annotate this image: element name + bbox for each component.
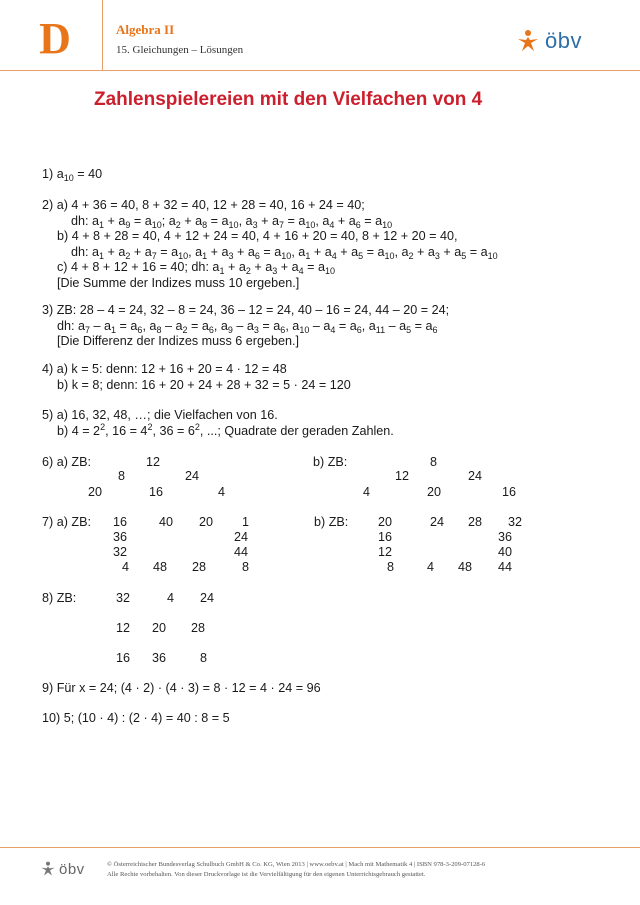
number-cell: 8 (242, 560, 250, 574)
number-cell: 1 (242, 515, 250, 529)
number-cell: 8 (387, 560, 395, 574)
answer-1: 1) $a_{10} = 40$ (42, 167, 103, 183)
answer-3-dh: dh: $a_7 - a_1 = a_6$, $a_8 - a_2 = a_6$, $a_9 - a_3 = a_6$, $a_{10} - a_4 = a_6$, $a_{11} - a_5 = a_6$ (57, 319, 438, 335)
number-cell: 20 (378, 515, 393, 529)
number-cell: 12 (146, 455, 161, 469)
answer-6a-label: 6) a) ZB: (42, 455, 91, 469)
book-title: Algebra II (116, 22, 175, 37)
number-cell: 8 (430, 455, 438, 469)
number-cell: 24 (185, 469, 200, 483)
footer-divider (0, 847, 640, 848)
number-cell: 4 (218, 485, 226, 499)
answer-2b: b) 4 + 8 + 28 = 40, 4 + 12 + 24 = 40, 4 + 16 + 20 = 40, 8 + 12 + 20 = 40, (57, 229, 458, 243)
header-divider-horizontal (0, 70, 640, 71)
number-cell: 48 (153, 560, 168, 574)
star-figure-icon (40, 861, 56, 877)
number-cell: 16 (113, 515, 128, 529)
number-cell: 48 (458, 560, 473, 574)
number-cell: 16 (378, 530, 393, 544)
number-cell: 36 (498, 530, 513, 544)
number-cell: 12 (395, 469, 410, 483)
number-cell: 4 (122, 560, 130, 574)
number-cell: 36 (113, 530, 128, 544)
number-cell: 4 (427, 560, 435, 574)
number-cell: 32 (113, 545, 128, 559)
number-cell: 24 (430, 515, 445, 529)
answer-2c: c) 4 + 8 + 12 + 16 = 40; dh: $a_1 + a_2 + a_3 + a_4 = a_{10}$ (57, 260, 335, 276)
number-cell: 8 (118, 469, 126, 483)
number-cell: 16 (116, 651, 131, 665)
header-divider-vertical (102, 0, 103, 70)
number-cell: 12 (378, 545, 393, 559)
number-cell: 4 (167, 591, 175, 605)
number-cell: 8 (200, 651, 208, 665)
number-cell: 44 (234, 545, 249, 559)
answer-5b: b) $4 = 2^2$, $16 = 4^2$, $36 = 6^2$, ...; Quadrate der geraden Zahlen. (57, 422, 394, 438)
answer-5a: 5) a) 16, 32, 48, …; die Vielfachen von 16. (42, 408, 278, 422)
answer-2b-dh: dh: $a_1 + a_2 + a_7 = a_{10}$, $a_1 + a_3 + a_6 = a_{10}$, $a_1 + a_4 + a_5 = a_{10}$, $a_2 + a_3 + a_5 = a_{10}$ (71, 245, 498, 261)
number-cell: 44 (498, 560, 513, 574)
number-cell: 28 (191, 621, 206, 635)
answer-3: 3) ZB: 28 – 4 = 24, 32 – 8 = 24, 36 – 12 = 24, 40 – 16 = 24, 44 – 20 = 24; (42, 303, 450, 317)
number-cell: 4 (363, 485, 371, 499)
number-cell: 16 (149, 485, 164, 499)
answer-7b-label: b) ZB: (314, 515, 349, 529)
answer-7a-label: 7) a) ZB: (42, 515, 91, 529)
number-cell: 20 (427, 485, 442, 499)
number-cell: 24 (468, 469, 483, 483)
answer-10: 10) 5; (10 · 4) : (2 · 4) = 40 : 8 = 5 (42, 711, 230, 725)
footer-publisher-logo (40, 860, 85, 878)
number-cell: 24 (200, 591, 215, 605)
answer-4a: 4) a) k = 5: denn: 12 + 16 + 20 = 4 · 12 = 48 (42, 362, 287, 376)
number-cell: 24 (234, 530, 249, 544)
star-figure-icon (516, 29, 540, 53)
number-cell: 40 (498, 545, 513, 559)
number-cell: 12 (116, 621, 131, 635)
number-cell: 28 (468, 515, 483, 529)
section-letter: D (39, 14, 71, 63)
number-cell: 20 (88, 485, 103, 499)
chapter-title: 15. Gleichungen – Lösungen (116, 44, 244, 56)
number-cell: 40 (159, 515, 174, 529)
footer-logo-text: öbv (59, 860, 85, 878)
answer-6b-label: b) ZB: (313, 455, 348, 469)
answer-9: 9) Für x = 24; (4 · 2) · (4 · 3) = 8 · 12 = 4 · 24 = 96 (42, 681, 321, 695)
footer-copyright: © Österreichischer Bundesverlag Schulbuch GmbH & Co. KG, Wien 2013 | www.oebv.at | Mach mit Mathematik 4 | ISBN 978-3-209-07128-6 (107, 861, 486, 868)
number-cell: 32 (508, 515, 523, 529)
answer-2a-dh: dh: $a_1 + a_9 = a_{10}$; $a_2 + a_8 = a_{10}$, $a_3 + a_7 = a_{10}$, $a_4 + a_6 = a_{10}$ (71, 214, 393, 230)
answer-2-note: [Die Summe der Indizes muss 10 ergeben.] (57, 276, 300, 290)
number-cell: 16 (502, 485, 517, 499)
logo-text: öbv (545, 28, 582, 53)
answer-4b: b) k = 8; denn: 16 + 20 + 24 + 28 + 32 = 5 · 24 = 120 (57, 378, 351, 392)
page-title: Zahlenspielereien mit den Vielfachen von 4 (94, 89, 483, 110)
number-cell: 36 (152, 651, 167, 665)
number-cell: 32 (116, 591, 131, 605)
footer-rights: Alle Rechte vorbehalten. Von dieser Druckvorlage ist die Vervielfältigung für den eigenen Unterrichtsgebrauch gestattet. (107, 871, 426, 878)
answer-3-note: [Die Differenz der Indizes muss 6 ergeben.] (57, 334, 299, 348)
answer-2a: 2) a) 4 + 36 = 40, 8 + 32 = 40, 12 + 28 = 40, 16 + 24 = 40; (42, 198, 365, 212)
number-cell: 20 (199, 515, 214, 529)
publisher-logo (516, 28, 582, 54)
answer-8-label: 8) ZB: (42, 591, 77, 605)
number-cell: 20 (152, 621, 167, 635)
number-cell: 28 (192, 560, 207, 574)
